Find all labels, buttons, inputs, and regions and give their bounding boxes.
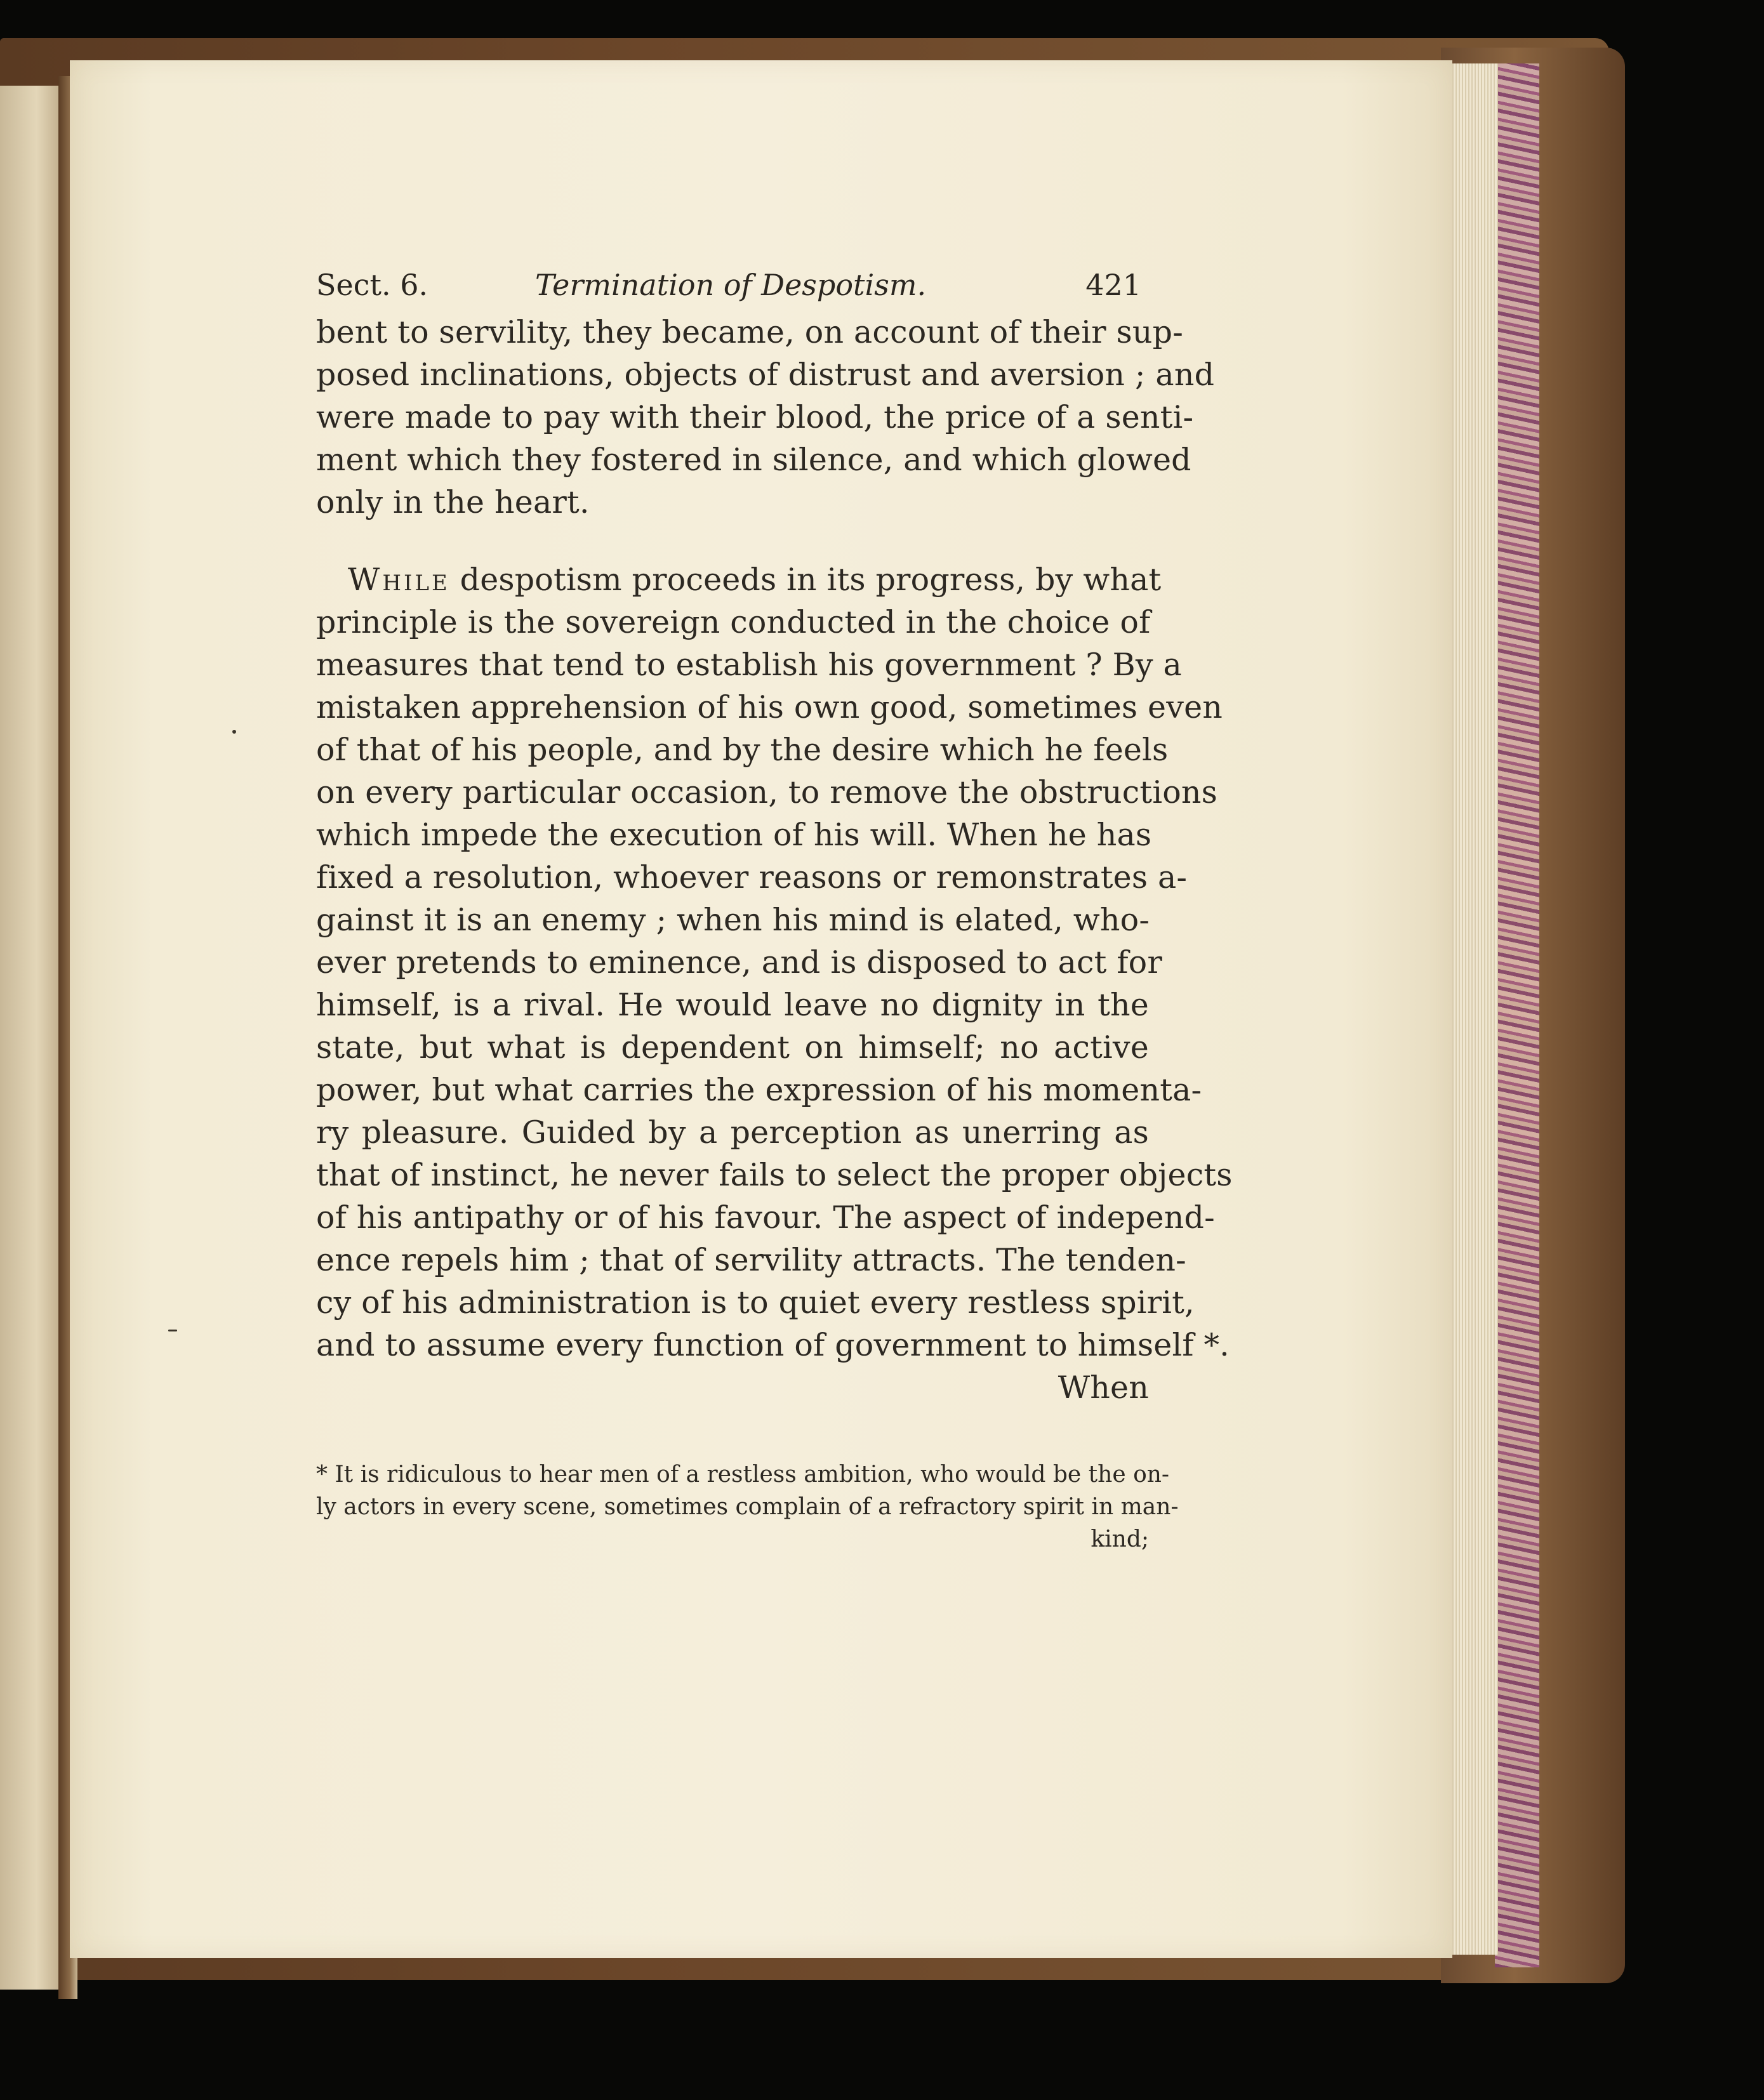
ink-speck: [232, 730, 236, 734]
line-text: despotism proceeds in its progress, by what: [460, 562, 1162, 598]
body-line: bent to servility, they became, on account of their sup-: [316, 314, 1183, 350]
body-line: of that of his people, and by the desire which he feels: [316, 732, 1169, 768]
body-line: principle is the sovereign conducted in the choice of: [316, 604, 1151, 640]
body-line: ment which they fostered in silence, and which glowed: [316, 442, 1191, 478]
body-line: posed inclinations, objects of distrust and aversion ; and: [316, 357, 1215, 393]
body-line: and to assume every function of government to himself *.: [316, 1327, 1230, 1363]
body-line: himself, is a rival. He would leave no dignity in the: [316, 987, 1149, 1023]
marbled-edge: [1495, 63, 1539, 1967]
lead-word: While: [348, 562, 450, 598]
body-line: fixed a resolution, whoever reasons or remonstrates a-: [316, 859, 1188, 895]
body-line: state, but what is dependent on himself; no active: [316, 1029, 1149, 1066]
chapter-title: Termination of Despotism.: [535, 268, 927, 302]
page-number: 421: [1085, 268, 1141, 302]
page-fore-edge: [1447, 63, 1498, 1955]
body-line: cy of his administration is to quiet every restless spirit,: [316, 1284, 1195, 1321]
body-line: power, but what carries the expression of his momenta-: [316, 1072, 1202, 1108]
body-line: on every particular occasion, to remove the obstructions: [316, 774, 1217, 810]
running-head: [316, 254, 1149, 311]
text-block: [316, 254, 1233, 1555]
body-line: ence repels him ; that of servility attracts. The tenden-: [316, 1242, 1186, 1278]
footnote-line: ly actors in every scene, sometimes complain of a refractory spirit in man-: [316, 1494, 1179, 1520]
ink-speck: [168, 1330, 177, 1331]
body-line: mistaken apprehension of his own good, sometimes even: [316, 689, 1223, 725]
body-line: ry pleasure. Guided by a perception as unerring as: [316, 1114, 1149, 1151]
body-line: that of instinct, he never fails to select the proper objects: [316, 1157, 1233, 1193]
body-line: gainst it is an enemy ; when his mind is elated, who-: [316, 902, 1150, 938]
left-page-edge: [0, 86, 67, 1990]
body-line: only in the heart.: [316, 484, 590, 520]
section-label: Sect. 6.: [316, 268, 428, 302]
body-line: measures that tend to establish his government ? By a: [316, 647, 1182, 683]
paragraph-1: [316, 311, 1215, 524]
footnote-line: * It is ridiculous to hear men of a restless ambition, who would be the on-: [316, 1462, 1170, 1488]
body-line: of his antipathy or of his favour. The aspect of independ-: [316, 1199, 1215, 1236]
body-line: were made to pay with their blood, the price of a senti-: [316, 399, 1194, 435]
body-line: which impede the execution of his will. When he has: [316, 817, 1152, 853]
footnote-catchword: kind;: [1091, 1526, 1149, 1552]
footnote: [316, 1458, 1179, 1555]
paragraph-2: [316, 558, 1233, 1366]
body-line: [316, 558, 1162, 601]
catchword: When: [1058, 1370, 1149, 1406]
body-line: ever pretends to eminence, and is disposed to act for: [316, 944, 1163, 981]
